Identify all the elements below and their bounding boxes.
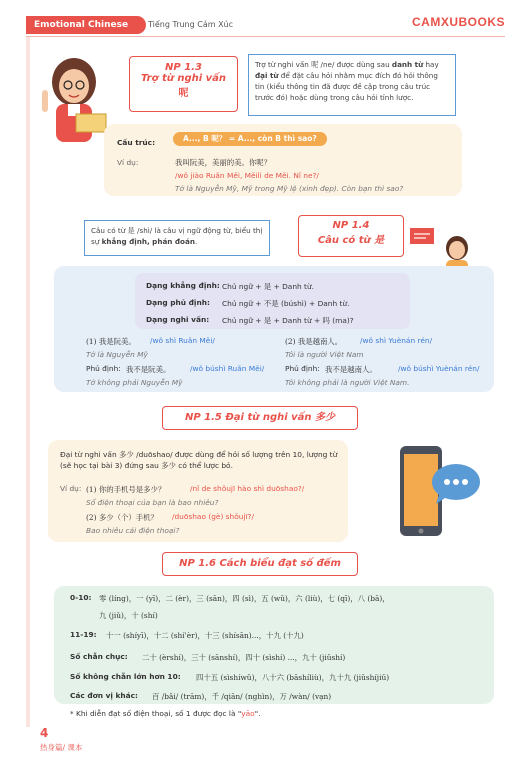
np14-ex1-neg-hanzi: 我不是阮美。 — [126, 365, 171, 374]
np14-desc-bold: khẳng định, phán đoán — [101, 237, 195, 246]
book-name: 热身篇/ 课本 — [40, 743, 83, 752]
note-post: ". — [254, 709, 261, 718]
r1-text: 零 (líng)，一 (yī)，二 (èr)，三 (sān)，四 (sì)，五 (wǔ)，六 (liù)，七 (qī)，八 (bā)， — [99, 594, 390, 603]
form-affirmative-label: Dạng khẳng định: — [146, 281, 220, 290]
np14-title: NP 1.4 — [332, 220, 370, 231]
np14-ex2-neg-vi: Tôi không phải là người Việt Nam. — [285, 378, 410, 387]
slide-icon — [408, 226, 438, 246]
np15-ex2-vi: Bao nhiêu cái điện thoại? — [86, 526, 180, 535]
r3-text: 二十 (èrshí)，三十 (sānshí)，四十 (sìshí) ...，九十 (jiǔshí) — [142, 653, 346, 662]
np14-ex2-neg-pinyin: /wǒ búshì Yuènán rén/ — [398, 364, 480, 373]
np14-desc-text: Câu có từ 是 /shì/ là câu vị ngữ động từ, biểu thị sự — [91, 226, 263, 246]
np14-ex2-neg-label: Phủ định: — [285, 364, 320, 373]
np15-example-label: Ví dụ: — [60, 484, 82, 493]
np15-ex1-hanzi: (1) 你的手机号是多少？ — [86, 485, 166, 494]
form-question-text: Chủ ngữ + 是 + Danh từ + 吗 (ma)? — [222, 316, 354, 325]
phone-chat-icon — [392, 442, 484, 542]
np16-title: NP 1.6 Cách biểu đạt số đếm — [162, 552, 358, 576]
page-number: 4 — [40, 726, 49, 740]
np14-ex2-vi: Tôi là người Việt Nam — [285, 350, 364, 359]
np15-ex1-vi: Số điện thoại của bạn là bao nhiêu? — [86, 498, 219, 507]
np13-title-box — [129, 56, 238, 112]
margin-band — [26, 37, 30, 727]
np13-desc-tail: để đặt câu hỏi nhằm mục đích đó hỏi thông tin (kiểu thông tin đã được đề cập trong câu trúc trước đó) hoặc dùng trong câu hỏi tỉnh lược. — [255, 71, 438, 102]
r5-text: 百 /bǎi/ (trăm)，千 /qiān/ (nghìn)，万 /wàn/ (vạn) — [152, 692, 332, 701]
header-tab: Emotional Chinese — [26, 16, 146, 34]
header-subtitle: Tiếng Trung Cảm Xúc — [148, 20, 234, 29]
np13-desc-pre: Trợ từ nghi vấn 呢 /ne/ được dùng sau — [255, 60, 392, 69]
np15-ex1-pinyin: /nǐ de shǒujī hào shì duōshao?/ — [190, 484, 305, 493]
np13-hanzi: 呢 — [178, 88, 189, 99]
form-negative-text: Chủ ngữ + 不是 (búshì) + Danh từ. — [222, 299, 350, 308]
form-question-label: Dạng nghi vấn: — [146, 315, 210, 324]
np15-title: NP 1.5 Đại từ nghi vấn 多少 — [162, 406, 358, 430]
np13-desc-bold2: đại từ — [255, 71, 279, 80]
np14-description: Câu có từ 是 /shì/ là câu vị ngữ động từ, biểu thị sự khẳng định, phán đoán. — [84, 220, 270, 256]
np13-example-vi: Tớ là Nguyễn Mỹ, Mỹ trong Mỹ lệ (xinh đẹp). Còn bạn thì sao? — [175, 184, 404, 193]
brand-logo: CAMXUBOOKS — [411, 15, 505, 29]
np14-ex1-neg-pinyin: /wǒ búshì Ruǎn Měi/ — [190, 364, 265, 373]
note-pre: * Khi diễn đạt số điện thoại, số 1 được đọc là " — [70, 709, 242, 718]
np13-example-hanzi: 我叫阮美，美丽的美。你呢？ — [175, 158, 272, 167]
np14-heading: Câu có từ 是 — [317, 235, 385, 246]
r4-text: 四十五 (sìshíwǔ)，八十六 (bāshíliù)，九十九 (jiǔshíjiǔ) — [196, 673, 390, 682]
np14-ex2-neg-hanzi: 我不是越南人。 — [325, 365, 377, 374]
form-negative-label: Dạng phủ định: — [146, 298, 210, 307]
np15-description: Đại từ nghi vấn 多少 /duōshao/ được dùng để hỏi số lượng trên 10, lượng từ (sẽ học tại bài 3) đứng sau 多少 có thể lược bỏ. — [60, 450, 338, 470]
structure-pill: A..., B 呢？ = A..., còn B thì sao? — [173, 132, 327, 146]
np14-ex1-neg-vi: Tớ không phải Nguyễn Mỹ — [86, 378, 183, 387]
np13-desc-bold1: danh từ — [391, 60, 424, 69]
np14-ex1-neg-label: Phủ định: — [86, 364, 121, 373]
r1b-text: 九 (jiǔ)，十 (shí) — [99, 611, 158, 620]
np14-ex1-hanzi: (1) 我是阮美。 — [86, 337, 136, 346]
teacher-illustration — [34, 52, 114, 144]
np14-ex2-pinyin: /wǒ shì Yuènán rén/ — [360, 336, 433, 345]
np13-example-pinyin: /wǒ jiào Ruǎn Měi, Měilì de Měi. Nǐ ne?/ — [175, 171, 319, 180]
r3-label: Số chẵn chục: — [70, 652, 128, 661]
r2-label: 11-19: — [70, 630, 97, 639]
np13-example-label: Ví dụ: — [117, 158, 139, 167]
np15-ex2-hanzi: (2) 多少（个）手机？ — [86, 513, 158, 522]
r1-label: 0-10: — [70, 593, 92, 602]
r4-label: Số không chẵn lớn hơn 10: — [70, 672, 181, 681]
np13-desc-rest: hay — [423, 60, 439, 69]
r5-label: Các đơn vị khác: — [70, 691, 138, 700]
np16-note — [70, 709, 260, 718]
header-divider — [26, 36, 505, 37]
np14-title-box — [298, 215, 404, 257]
np14-ex1-vi: Tớ là Nguyễn Mỹ — [86, 350, 148, 359]
np13-heading: Trợ từ nghi vấn — [140, 73, 227, 84]
np13-description — [248, 54, 456, 116]
note-red: yāo — [241, 709, 255, 718]
r2-text: 十一 (shíyī)，十二 (shí'èr)，十三 (shísān)...，十九 (十九) — [106, 631, 304, 640]
form-affirmative-text: Chủ ngữ + 是 + Danh từ. — [222, 282, 314, 291]
np14-ex1-pinyin: /wǒ shì Ruǎn Měi/ — [150, 336, 215, 345]
np13-title: NP 1.3 — [165, 62, 202, 73]
np15-ex2-pinyin: /duōshao (gè) shǒujī?/ — [172, 512, 254, 521]
structure-label: Cấu trúc: — [117, 138, 156, 147]
np14-ex2-hanzi: (2) 我是越南人。 — [285, 337, 343, 346]
